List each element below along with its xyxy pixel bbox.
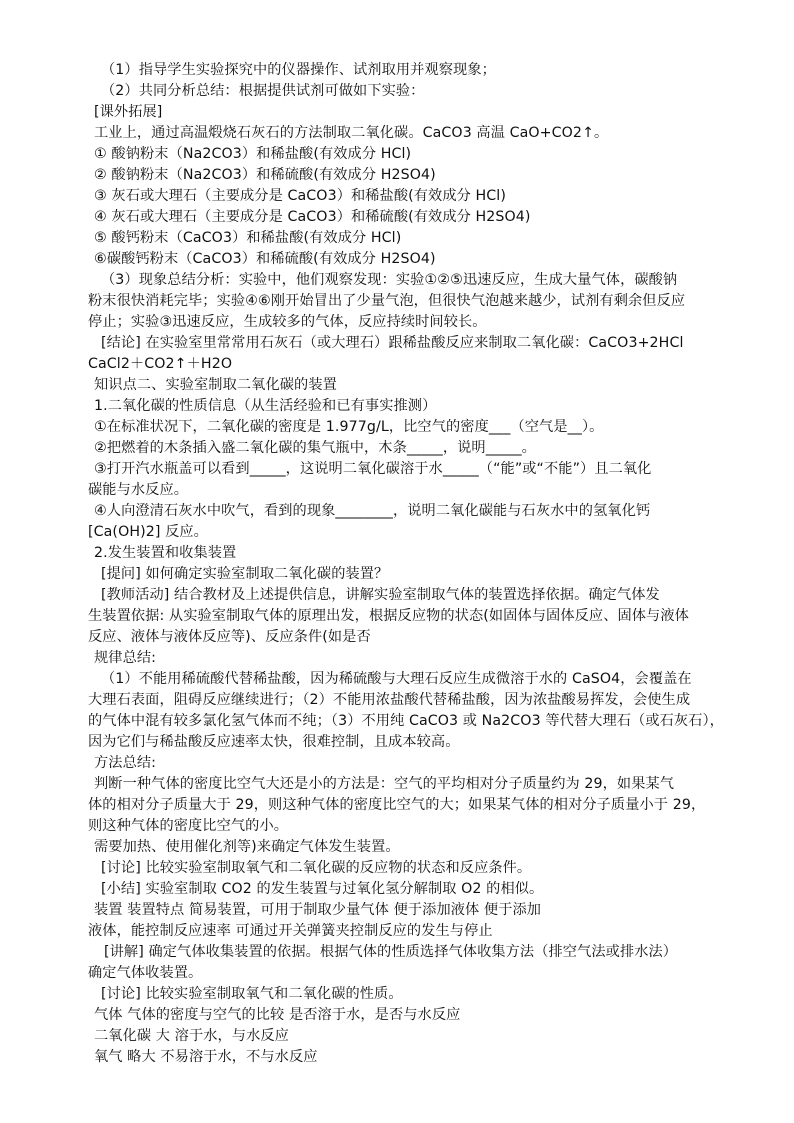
text-line: 则这种气体的密度比空气的小。 xyxy=(88,818,289,834)
text-line: ③打开汽水瓶盖可以看到_____，这说明二氧化碳溶于水_____（“能”或“不能”）且二氧化 xyxy=(94,461,652,477)
text-line: 体的相对分子质量大于 29，则这种气体的密度比空气的大；如果某气体的相对分子质量小于 29， xyxy=(88,797,706,813)
text-line: 停止；实验③迅速反应，生成较多的气体，反应持续时间较长。 xyxy=(88,314,487,330)
text-line: [讨论] 比较实验室制取氧气和二氧化碳的反应物的状态和反应条件。 xyxy=(101,860,532,876)
text-line: [小结] 实验室制取 CO2 的发生装置与过氧化氢分解制取 O2 的相似。 xyxy=(101,881,544,897)
list-item: ③ 灰石或大理石（主要成分是 CaCO3）和稀盐酸(有效成分 HCl) xyxy=(94,188,506,204)
text-line: ①在标准状况下，二氧化碳的密度是 1.977g/L，比空气的密度___（空气是__）。 xyxy=(94,419,604,435)
list-item: ⑤ 酸钙粉末（CaCO3）和稀盐酸(有效成分 HCl) xyxy=(94,230,402,246)
section-heading: [课外拓展] xyxy=(94,104,163,120)
text-line: （1）不能用稀硫酸代替稀盐酸，因为稀硫酸与大理石反应生成微溶于水的 CaSO4，会覆盖在 xyxy=(101,671,692,687)
text-line: [结论] 在实验室里常常用石灰石（或大理石）跟稀盐酸反应来制取二氧化碳：CaCO3+2HCl xyxy=(101,335,684,351)
text-line: （3）现象总结分析：实验中，他们观察发现：实验①②⑤迅速反应，生成大量气体，碳酸钠 xyxy=(101,272,678,288)
text-line: 反应、液体与液体反应等)、反应条件(如是否 xyxy=(88,629,371,645)
text-line: [教师活动] 结合教材及上述提供信息，讲解实验室制取气体的装置选择依据。确定气体发 xyxy=(101,587,660,603)
text-line: ④人向澄清石灰水中吹气，看到的现象________，说明二氧化碳能与石灰水中的氢氧化钙 xyxy=(94,503,651,519)
text-line: CaCl2＋CO2↑＋H2O xyxy=(88,356,233,372)
text-line: 规律总结: xyxy=(94,650,157,666)
text-line: （2）共同分析总结：根据提供试剂可做如下实验： xyxy=(101,83,425,99)
list-item: ⑥碳酸钙粉末（CaCO3）和稀硫酸(有效成分 H2SO4) xyxy=(94,251,436,267)
table-row: 氧气 略大 不易溶于水，不与水反应 xyxy=(94,1049,318,1065)
table-row: 二氧化碳 大 溶于水，与水反应 xyxy=(94,1028,289,1044)
text-line: [Ca(OH)2] 反应。 xyxy=(88,524,208,540)
text-line: 判断一种气体的密度比空气大还是小的方法是：空气的平均相对分子质量约为 29，如果某气 xyxy=(94,776,675,792)
text-line: [讲解] 确定气体收集装置的依据。根据气体的性质选择气体收集方法（排空气法或排水法） xyxy=(104,944,678,960)
text-line: [提问] 如何确定实验室制取二氧化碳的装置？ xyxy=(101,566,389,582)
text-line: 方法总结: xyxy=(94,755,157,771)
text-line: 工业上，通过高温煅烧石灰石的方法制取二氧化碳。CaCO3 高温 CaO+CO2↑。 xyxy=(94,125,609,141)
text-line: 粉末很快消耗完毕；实验④⑥刚开始冒出了少量气泡，但很快气泡越来越少，试剂有剩余但反应 xyxy=(88,293,686,309)
text-line: 生装置依据: 从实验室制取气体的原理出发，根据反应物的状态(如固体与固体反应、固体与液体 xyxy=(88,608,689,624)
text-line: ②把燃着的木条插入盛二氧化碳的集气瓶中，木条_____，说明_____。 xyxy=(94,440,536,456)
text-line: [讨论] 比较实验室制取氧气和二氧化碳的性质。 xyxy=(101,986,403,1002)
text-line: 1.二氧化碳的性质信息（从生活经验和已有事实推测） xyxy=(94,398,437,414)
table-row: 气体 气体的密度与空气的比较 是否溶于水，是否与水反应 xyxy=(94,1007,461,1023)
list-item: ② 酸钠粉末（Na2CO3）和稀硫酸(有效成分 H2SO4) xyxy=(94,167,436,183)
text-line: 需要加热、使用催化剂等)来确定气体发生装置。 xyxy=(94,839,400,855)
text-line: 大理石表面，阻碍反应继续进行；（2）不能用浓盐酸代替稀盐酸，因为浓盐酸易挥发，会使生成 xyxy=(88,692,691,708)
list-item: ④ 灰石或大理石（主要成分是 CaCO3）和稀硫酸(有效成分 H2SO4) xyxy=(94,209,531,225)
text-line: 确定气体收装置。 xyxy=(88,965,203,981)
text-line: 的气体中混有较多氯化氢气体而不纯；（3）不用纯 CaCO3 或 Na2CO3 等代替大理石（或石灰石）， xyxy=(88,713,724,729)
table-row: 液体，能控制反应速率 可通过开关弹簧夹控制反应的发生与停止 xyxy=(88,923,493,939)
section-heading: 2.发生装置和收集装置 xyxy=(94,545,237,561)
text-line: 碳能与水反应。 xyxy=(88,482,189,498)
list-item: ① 酸钠粉末（Na2CO3）和稀盐酸(有效成分 HCl) xyxy=(94,146,412,162)
table-row: 装置 装置特点 简易装置，可用于制取少量气体 便于添加液体 便于添加 xyxy=(94,902,542,918)
section-heading: 知识点二、实验室制取二氧化碳的装置 xyxy=(94,377,337,393)
text-line: （1）指导学生实验探究中的仪器操作、试剂取用并观察现象； xyxy=(101,62,496,78)
text-line: 因为它们与稀盐酸反应速率太快，很难控制，且成本较高。 xyxy=(88,734,460,750)
